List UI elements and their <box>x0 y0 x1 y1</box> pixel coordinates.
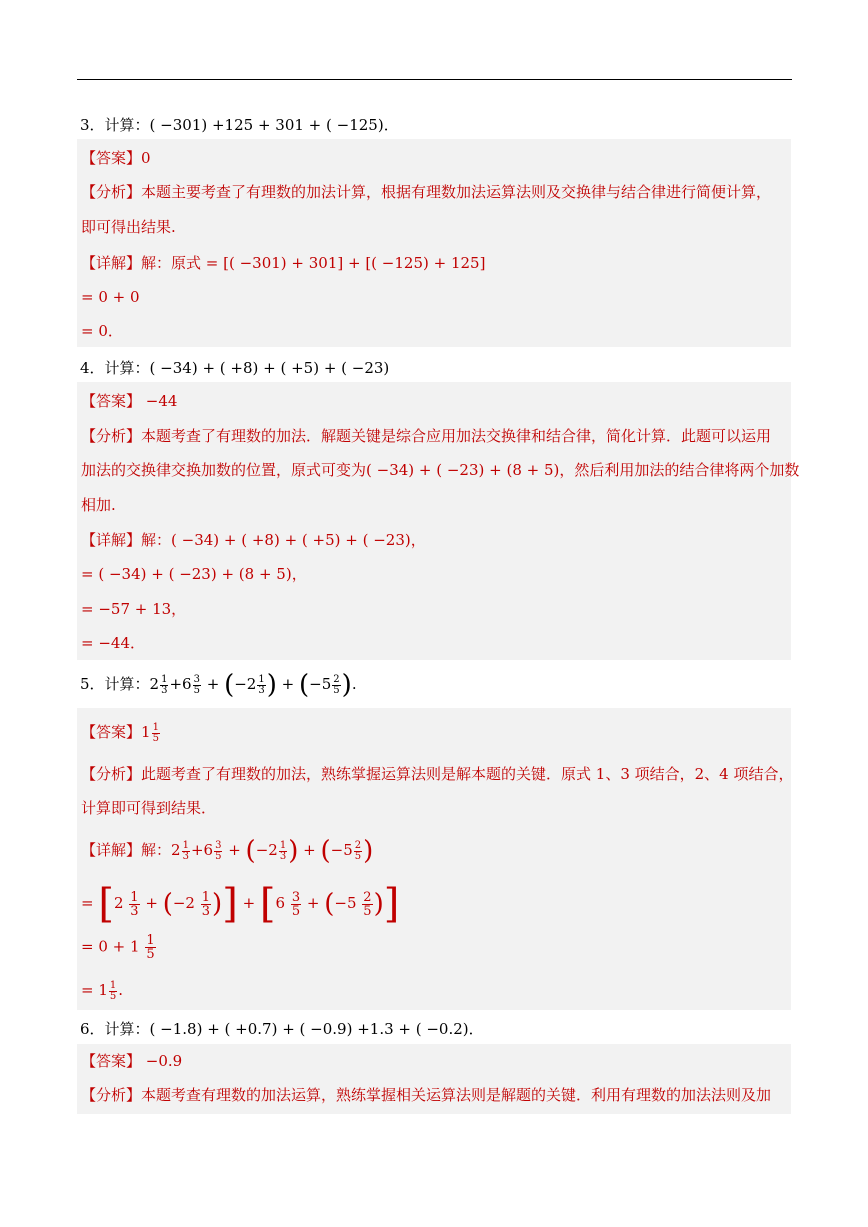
q5-term4-fraction: $\frac{2}{5}$ <box>333 673 340 696</box>
analysis-4-line2: 加法的交换律交换加数的位置，原式可变为( −34) + ( −23) + (8 + 5)，然后利用加法的结合律将两个加数 <box>81 461 800 479</box>
answer-6: 【答案】 −0.9 <box>81 1052 183 1070</box>
analysis-6-line1: 【分析】本题考查有理数的加法运算，熟练掌握相关运算法则是解题的关键．利用有理数的加法法则及加 <box>81 1086 772 1104</box>
detail-3-line3: = 0． <box>81 322 123 340</box>
detail-5-line1: 【详解】解：2 $\frac{1}{3}$ +6 $\frac{3}{5}$ + (−2 $\frac{1}{3}$ ) + (−5 $\frac{2}{5}$ ) <box>81 836 374 866</box>
detail-4-line4: = −44． <box>81 634 145 652</box>
q5-term3-fraction: $\frac{1}{3}$ <box>258 673 265 696</box>
analysis-4-line3: 相加. <box>81 496 116 514</box>
analysis-4-line1: 【分析】本题考查了有理数的加法．解题关键是综合应用加法交换律和结合律，简化计算．此题可以运用 <box>81 427 772 445</box>
detail-5-line3: = 0 + 1 $\frac{1}{5}$ <box>81 933 155 962</box>
question-3: 3．计算：( −301) +125 + 301 + ( −125)． <box>80 116 399 134</box>
detail-4-line1: 【详解】解：( −34) + ( +8) + ( +5) + ( −23)， <box>81 531 426 549</box>
detail-4-line2: = ( −34) + ( −23) + (8 + 5)， <box>81 565 307 583</box>
analysis-5-line2: 计算即可得到结果． <box>81 799 217 817</box>
answer-3: 【答案】0 <box>81 149 151 167</box>
q5-term2-fraction: $\frac{3}{5}$ <box>193 673 200 696</box>
solution-box-5 <box>77 708 794 1010</box>
detail-5-line4: = 1 $\frac{1}{5}$ . <box>81 979 124 1002</box>
question-5: 5．计算：2 $\frac{1}{3}$ +6 $\frac{3}{5}$ + (−2 $\frac{1}{3}$ ) + (−5 $\frac{2}{5}$ ). <box>80 670 357 700</box>
question-4: 4．计算：( −34) + ( +8) + ( +5) + ( −23) <box>80 359 390 377</box>
analysis-5-line1: 【分析】此题考查了有理数的加法，熟练掌握运算法则是解本题的关键．原式 1、3 项结合，2、4 项结合， <box>81 765 794 783</box>
answer-4: 【答案】 −44 <box>81 392 178 410</box>
question-5-prefix: 5．计算： <box>80 675 150 693</box>
solution-box-3 <box>77 139 791 347</box>
answer-5-fraction: $\frac{1}{5}$ <box>152 721 159 744</box>
answer-5: 【答案】1 $\frac{1}{5}$ <box>81 721 159 744</box>
q5-term1-whole: 2 <box>149 675 160 693</box>
solution-box-4 <box>77 382 800 660</box>
analysis-3-line1: 【分析】本题主要考查了有理数的加法计算，根据有理数加法运算法则及交换律与结合律进行简便计算， <box>81 183 772 201</box>
detail-5-line2: = [2 $\frac{1}{3}$ + (−2 $\frac{1}{3}$ )] + [6 $\frac{3}{5}$ + (−5 $\frac{2}{5}$ )] <box>81 881 400 927</box>
analysis-3-line2: 即可得出结果. <box>81 218 176 236</box>
question-6: 6．计算：( −1.8) + ( +0.7) + ( −0.9) +1.3 + ( −0.2)． <box>80 1020 484 1038</box>
header-rule <box>77 79 792 80</box>
detail-3-line2: = 0 + 0 <box>81 288 140 306</box>
detail-3-line1: 【详解】解：原式 = [( −301) + 301] + [( −125) + 125] <box>81 254 486 272</box>
q5-term1-fraction: $\frac{1}{3}$ <box>161 673 168 696</box>
detail-4-line3: = −57 + 13， <box>81 600 187 618</box>
solution-box-6 <box>77 1044 791 1114</box>
